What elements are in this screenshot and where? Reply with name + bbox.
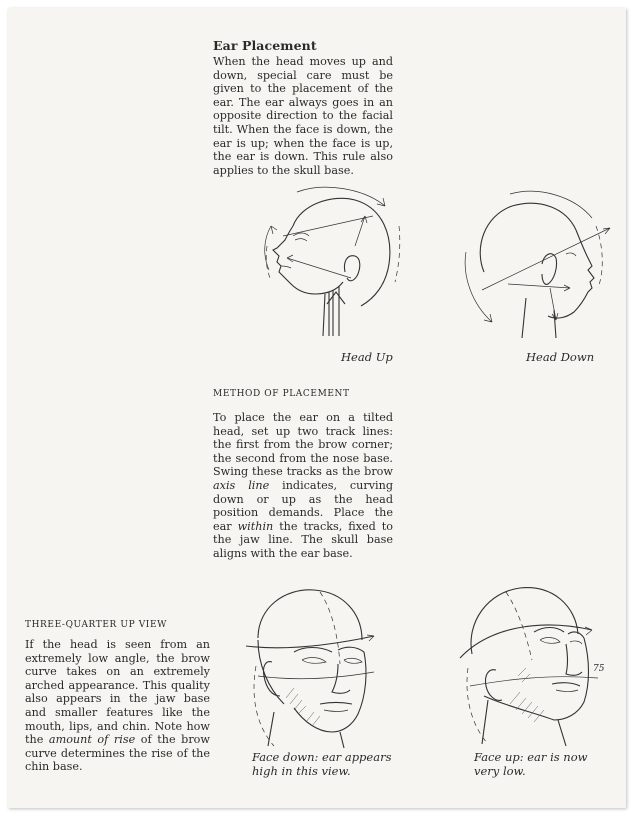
method-text-2: indicates, curving down or up as the head position demands. Place the ear: [213, 478, 393, 533]
ear-placement-heading: Ear Placement: [213, 38, 317, 53]
face-up-caption: [474, 751, 587, 778]
head-down-caption: Head Down: [526, 350, 595, 364]
head-up-caption: Head Up: [341, 350, 393, 364]
face-up-caption-line-1: Face up: ear is now: [474, 750, 588, 764]
face-down-caption: [252, 751, 391, 778]
ear-placement-text: When the head moves up and down, special care must be given to the placement of the ear. The ear always goes in an opposite direction to the facial tilt. When the face is down, the ear is up; when the face is up, the ear is down. This rule also applies to the skull base.: [213, 55, 393, 177]
three-quarter-text-1: If the head is seen from an extremely low angle, the brow curve takes on an extremely arched appearance. This quality also appears in the jaw base and smaller features like the mouth, lips, and chin. Note how the: [25, 638, 210, 747]
method-text-1: To place the ear on a tilted head, set up two track lines: the first from the brow corner; the second from the nose base. Swing these tracks as the brow: [213, 411, 393, 479]
axis-line-term: axis line: [213, 478, 270, 492]
head-up-illustration: [243, 186, 413, 346]
three-quarter-up-view-heading: THREE-QUARTER UP VIEW: [25, 620, 167, 630]
amount-of-rise-term: amount of rise: [48, 733, 136, 747]
book-page: [8, 8, 626, 808]
three-quarter-up-view-text: [25, 638, 210, 774]
face-down-illustration: [228, 580, 398, 752]
method-text-3: the tracks, fixed to the jaw line. The skull base aligns with the ear base.: [213, 519, 393, 560]
method-of-placement-heading: METHOD OF PLACEMENT: [213, 389, 350, 399]
face-down-caption-line-1: Face down: ear appears: [252, 750, 392, 764]
three-quarter-text-2: of the brow curve determines the rise of the chin base.: [25, 733, 210, 774]
face-up-caption-line-2: very low.: [474, 763, 526, 778]
head-down-illustration: [448, 188, 618, 348]
method-of-placement-text: [213, 411, 393, 561]
page-number: 75: [593, 664, 605, 674]
within-term: within: [237, 519, 274, 533]
face-down-caption-line-2: high in this view.: [252, 763, 351, 778]
